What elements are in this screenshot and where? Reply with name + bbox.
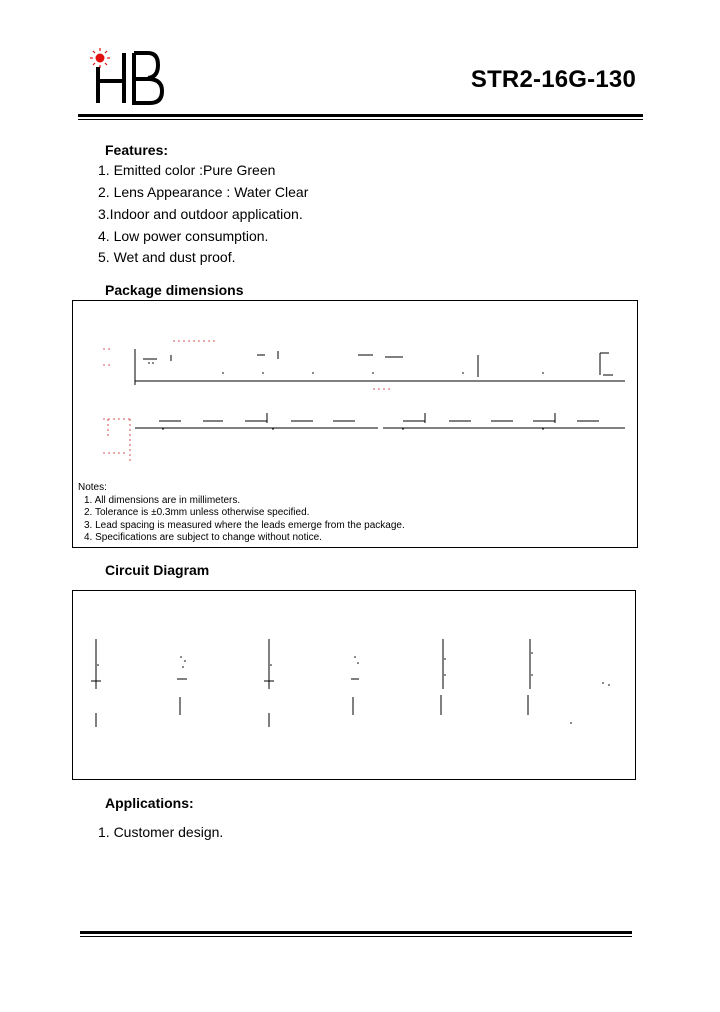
- circuit-diagram-heading: Circuit Diagram: [105, 562, 210, 578]
- feature-item: 3.Indoor and outdoor application.: [98, 206, 303, 222]
- feature-item: 2. Lens Appearance : Water Clear: [98, 184, 309, 200]
- footer-divider: [80, 931, 632, 934]
- note-item: 1. All dimensions are in millimeters.: [84, 494, 241, 506]
- feature-item: 5. Wet and dust proof.: [98, 249, 236, 265]
- circuit-drawing: [73, 591, 635, 779]
- note-item: 4. Specifications are subject to change without notice.: [84, 532, 322, 543]
- header-divider-thin: [78, 119, 643, 120]
- notes-title: Notes:: [78, 482, 107, 493]
- feature-item: 4. Low power consumption.: [98, 228, 269, 244]
- package-notes: [78, 482, 405, 545]
- hb-logo: [88, 45, 168, 107]
- applications-heading: Applications:: [105, 795, 194, 811]
- part-number-title: STR2-16G-130: [470, 66, 636, 93]
- header-divider: [78, 114, 643, 117]
- note-item: 2. Tolerance is ±0.3mm unless otherwise specified.: [84, 507, 310, 518]
- feature-item: 1. Emitted color :Pure Green: [98, 162, 276, 178]
- package-dimensions-box: [72, 300, 638, 548]
- package-drawing: [73, 301, 637, 476]
- application-item: 1. Customer design.: [98, 824, 224, 840]
- footer-divider-thin: [80, 936, 632, 937]
- features-heading: Features:: [105, 142, 169, 158]
- logo-sun-icon: [90, 48, 110, 68]
- package-dimensions-heading: Package dimensions: [105, 282, 244, 298]
- logo-letters: [98, 53, 162, 103]
- note-item: 3. Lead spacing is measured where the leads emerge from the package.: [84, 519, 405, 531]
- circuit-diagram-box: [72, 590, 636, 780]
